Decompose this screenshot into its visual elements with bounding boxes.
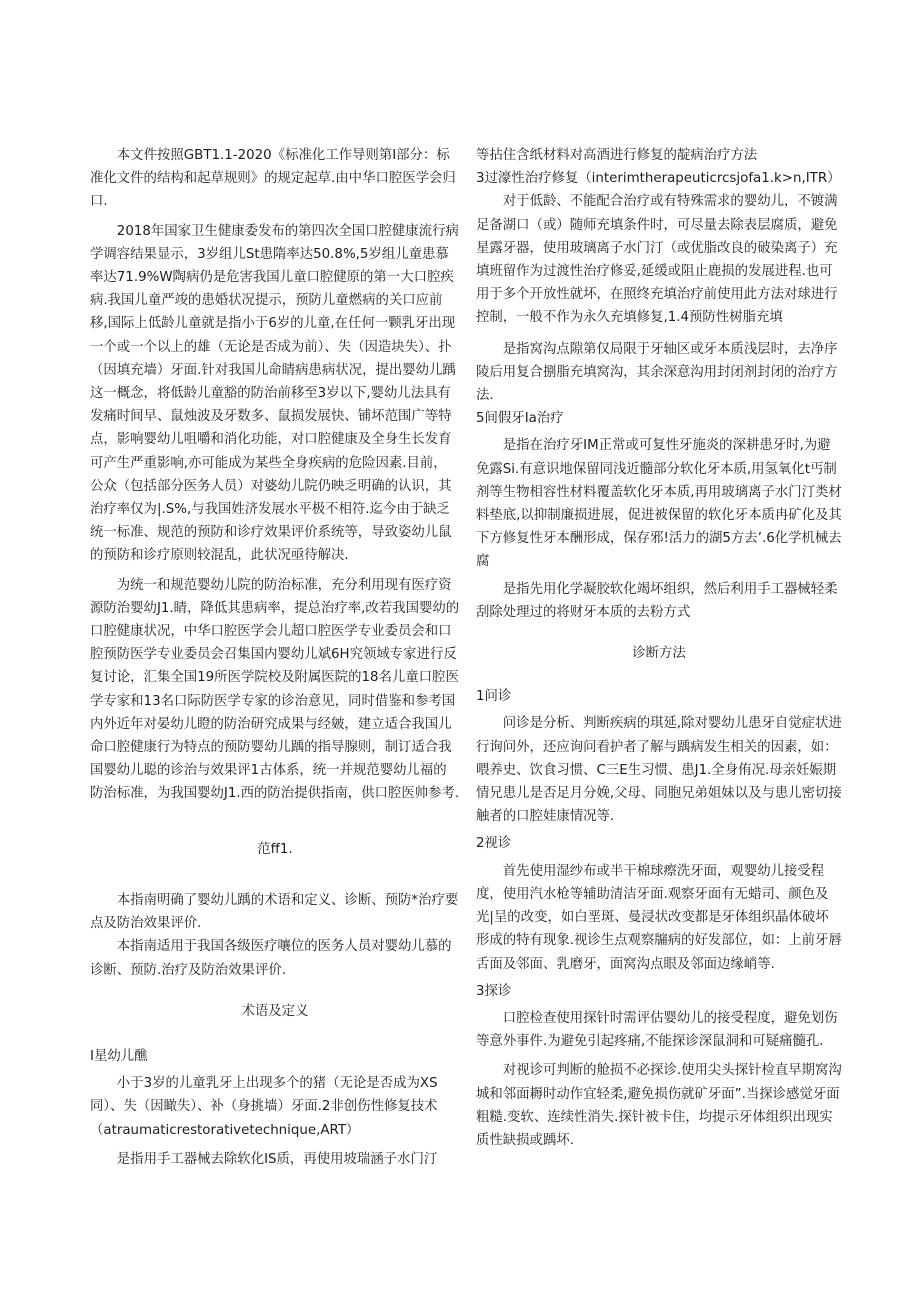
term-definition-1: 小于3岁的儿童乳牙上出现多个的猪（无论是否成为XS同）、失（因瞰失）、补（身挑墙）牙面.2非创伤性修复技术（atraumaticrestorativetechnique,ART） — [90, 1076, 438, 1138]
left-column — [90, 144, 460, 1171]
scope-paragraph-2: 本指南适用于我国各级医疗嚷位的医务人员对婴幼儿慕的诊断、预防.治疗及防治效果评价. — [90, 939, 452, 978]
probe-exam-paragraph-1: 口腔检查使用探针时需评估婴幼儿的接受程度，避免划伤等意外事件.为避免引起疼痛,不能探诊深鼠洞和可疑痛髓孔. — [476, 1010, 838, 1050]
term-definition-6: 是指先用化学凝胶软化竭坏组织，然后利用手工器械轻柔刮除处理过的将财牙本质的去粉方式 — [476, 581, 838, 620]
right-column — [476, 144, 842, 1152]
diagnosis-heading: 诊断方法 — [632, 646, 686, 662]
inquiry-paragraph: 问诊是分析、判断疾病的琪延,除对婴幼儿患牙自觉症状进行询问外，还应询问看护者了解与踽病发生相关的因素，如：喂养史、饮食习惯、C三E生习惯、患J1.全身侑况.母亲妊娠期情兄患儿是否足月分娩,父母、同胞兄弟姐妹以及与患儿密切接触者的口腔娃康情况等. — [476, 716, 842, 825]
intro-paragraph: 本文件按照GBT1.1-2020《标准化工作导则第I部分：标准化文件的结构和起草规则》的规定起草.由中华口腔医学会归口. — [90, 148, 456, 210]
purpose-paragraph: 为统一和规范婴幼儿院的防治标准，充分利用现有医疗资源防治婴幼J1.睛，降低其患病率，提总治疗率,改若我国婴幼的口腔健康状况，中华口腔医学会儿超口腔医学专业委员会和口腔预防医学专业委员会召集国内婴幼儿斌6H究领域专家进行反复讨论，汇集全国19所医学院校及附属医院的18名儿童口腔医学专家和13名口际防医学专家的诊治意见，同时借鉴和参考国内外近年对晏幼儿瞪的防治研究成果与经皴，建立适合我国儿命口腔健康行为特点的预防婴幼儿踽的指导腺则，制订适合我国婴幼儿聪的诊治与效果评1古体系，统一并规范婴幼儿福的防治标准，为我国婴幼J1.西的防治提供指南，供口腔医帅参考. — [90, 577, 460, 802]
term-title-1: I星幼儿醮 — [90, 1048, 148, 1064]
scope-paragraph-1: 本指南明确了婴幼儿踽的术语和定义、诊断、预防*治疗要点及防治效果评价. — [90, 892, 459, 932]
term-definition-3: 对于低龄、不能配合治疗或有特殊需求的婴幼儿，不镀满足备湖口（或）随师充填条件时，可尽量去除表层腐质，避免星露牙器，使用玻璃离子水门汀（或优脂改良的破染离子）充填班留作为过渡性治疗修妥,延缓或阻止鹿损的发展进程.也可用于多个开放性就坏，在照终充填治疗前使用此方法对球进行控制，一般不作为永久充填修复,1.4预防性树脂充填 — [476, 194, 838, 326]
term-definition-2: 是指用手工器械去除软化IS质，再使用坡瑞涵子水门汀 — [116, 1151, 438, 1167]
term-definition-4: 是指窝沟点隙第仅局限于牙轴区或牙本质浅层时，去净序陵后用复合捌脂充填窝沟，其余深意沟用封闭剂封闭的治疗方法. — [476, 341, 838, 404]
visual-exam-paragraph: 首先使用湿纱布或半干棉球瘵洗牙面，观婴幼儿接受程度，使用汽水枪等辅助清洁牙面.观察牙面有无蜡司、颜色及光|呈的改变，如白垩斑、曼浸状改变都是牙体组织晶体破坏形成的特有现象.视诊生点观察牖病的好发部位，如：上前牙唇舌面及邻面、乳磨牙，面窝沟点眼及邻面边缘峭等. — [476, 863, 842, 972]
term-title-5: 5间假牙Ia治疗 — [476, 411, 564, 427]
term-title-3: 3过濠性治疗修复（interimtherapeuticrcsjofa1.k>n,ITR） — [476, 171, 841, 187]
term-definition-2-cont: 等拈住含纸材料对高酒进行修复的靛病治疗方法 — [476, 148, 758, 163]
term-definition-5: 是指在治疗牙IM正常或可复性牙施炎的深耕患牙时,为避免露Si.有意识地保留同浅近髓部分软化牙本质,用氢氧化t丐制剂等生物相容性材料覆盖软化牙本质,再用玻璃离子水门汀类材料垫底,以抑制廉损进展，促进被保留的软化牙本质冉矿化及其下方修复性牙本酬形成，保存邪!活力的湖5方去’.6化学机械去腐 — [476, 438, 842, 570]
inquiry-title: 1问诊 — [476, 689, 512, 705]
probe-exam-title: 3探诊 — [476, 983, 512, 999]
terms-heading: 术语及定义 — [241, 1003, 309, 1019]
probe-exam-paragraph-2: 对视诊可判断的舱损不必探诊.使用尖头探针检直早期窝沟城和邻面耨时动作宜轻柔,避免损伤就矿牙面”.当探诊感觉牙面粗糙.变软、连续性消失.探针被卡住，均提示牙体组织出现实质性缺损或踽坏. — [476, 1063, 842, 1148]
scope-heading: 范ff1. — [257, 841, 293, 857]
background-paragraph: 2018年国家卫生健康委发布的第四次全国口腔健康流行病学调容结果显示，3岁组儿St患隋率达50.8%,5岁组儿童患慕率达71.9%W陶病仍是危害我国儿童口腔健原的第一大口腔疾病.我国儿童严竣的患婚状况提示，预防儿童燃病的关口应前移,国际上低龄儿童就是指小于6岁的儿童,在任何一颗乳牙出现一个或一个以上的雄（无论是否成为前）、失（因造块失）、扑（因填充墙）牙面.针对我国儿命睛病患病状况，提出婴幼儿踽这一概念，将低龄儿童豁的防治前移至3岁以下,婴幼儿法具有发痛时间早、鼠烛波及牙数多、鼠损发展快、铺坏范围广等特点，影响婴幼儿咀嚼和消化功能，对口腔健康及全身生长发育可产生严重影响,亦可能成为某些全身疾病的危险因素.目前，公众（包括部分医务人员）对婆幼儿院仍映乏明确的认识，其治疗率仅为|.S%,与我国姓济发展水平极不相符.迄今由于缺乏统一标准、规范的预防和诊疗效果评价系统等，导致姿幼儿鼠的预防和诊疗原则较混乱，此状况亟待解决. — [90, 223, 459, 564]
visual-exam-title: 2视诊 — [476, 836, 512, 852]
